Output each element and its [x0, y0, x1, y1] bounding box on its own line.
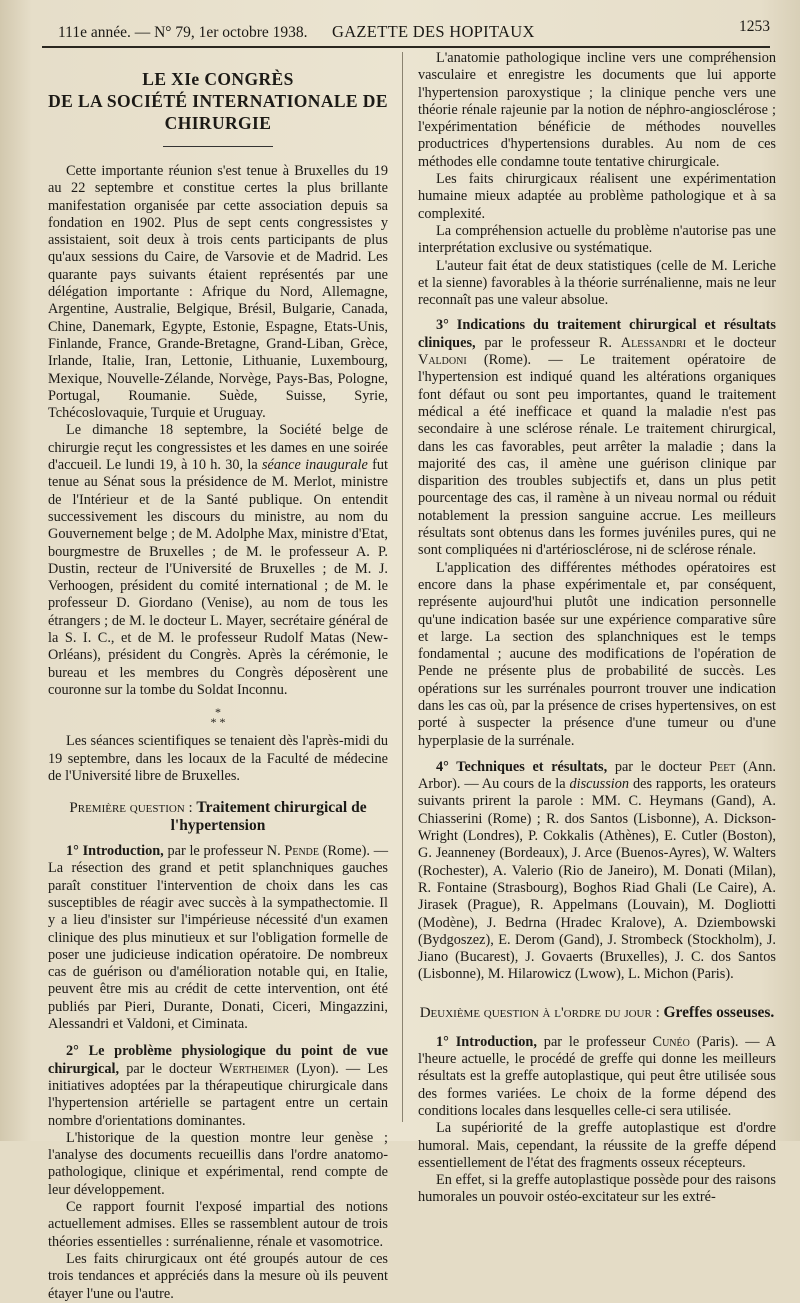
article-title-line1: LE XIe CONGRÈS	[142, 69, 294, 89]
author-name: Cunéo	[652, 1033, 690, 1050]
text-run: (Ann. Arbor). — Au cours de la	[418, 758, 777, 793]
paragraph: L'auteur fait état de deux statistiques (celle de M. Leriche et la sienne) favorables à la théorie surrénalienne, mais ne leur reconnaît pas une valeur absolue.	[418, 257, 776, 309]
author-name: Pende	[284, 843, 320, 860]
paragraph: La compréhension actuelle du problème n'autorise pas une interprétation exclusive ou systématique.	[418, 222, 776, 257]
spacer	[48, 1033, 388, 1043]
text-run: et le docteur	[686, 334, 776, 351]
paragraph: Les faits chirurgicaux réalisent une expérimentation humaine mieux adaptée au problème pathologique et à sa complexité.	[418, 171, 776, 222]
asterism-top: *	[215, 705, 221, 720]
paragraph	[48, 1043, 388, 1129]
paragraph	[48, 422, 388, 699]
paragraph	[418, 1034, 776, 1120]
header-rule	[42, 46, 770, 48]
text-run: par le docteur	[607, 758, 710, 775]
question-title: Greffes osseuses.	[663, 1003, 775, 1021]
paragraph: Cette importante réunion s'est tenue à Bruxelles du 19 au 22 septembre et constitue certes la plus brillante manifestation organisée par cette association depuis sa fondation en 1902. Plus de sept cents congressistes y assistaient, soit deux à trois cents participants de plus qu'aux sessions du Caire, de Varsovie et de Madrid. Les quarante pays suivants étaient représentés par une délégation importante : Afrique du Nord, Allemagne, Argentine, Australie, Belgique, Brésil, Bulgarie, Canada, Chine, Danemark, Egypte, Estonie, Espagne, Etats-Unis, Finlande, France, Grande-Bretagne, Grand-Liban, Grèce, Irlande, Italie, Iran, Lettonie, Lithuanie, Luxembourg, Mexique, Nouvelle-Zélande, Norvège, Pays-Bas, Pologne, Portugal, Roumanie. Suède, Suisse, Syrie, Tchécoslovaquie, Turquie et Uruguay.	[48, 163, 388, 422]
question-heading	[418, 1004, 776, 1022]
paragraph: L'historique de la question montre leur genèse ; l'analyse des documents recueillis dans l'ordre anatomo-pathologique, clinique et expérimental, rend compte de leur développement.	[48, 1129, 388, 1198]
section-heading: 4° Techniques et résultats,	[436, 758, 608, 775]
question-label: Première question :	[69, 800, 197, 817]
section-heading: 2° Le problème physiologique du point de vue chirurgical,	[48, 1043, 388, 1077]
question-label: Deuxième question à l'ordre du jour :	[419, 1004, 664, 1021]
text-run: par le docteur	[119, 1060, 220, 1077]
text-run: (Lyon). — Les initiatives adoptées par la thérapeutique chirurgicale dans l'hypertension artérielle se partagent entre un certain nombre d'orientations dominantes.	[48, 1060, 388, 1129]
text-run: (Rome). — Le traitement opératoire de l'hypertension est indiqué quand les altérations organiques font défaut ou sont peu importantes, quand le traitement médical a été inefficace et quand la maladie n'est pas secondaire à une sclérose rénale. Le traitement chirurgical, dans les cas favorables, peut arrêter la maladie ; dans la majorité des cas, il amène une guérison clinique par disparition des troubles subjectifs et, dans un plus petit pourcentage des cas, il ramène à un niveau normal ou réduit notablement la pression sanguine accrue. Les meilleurs résultats sont obtenus dans les formes juvéniles pures, qui ne sont compliquées ni d'artériosclérose, ni de sclérose rénale.	[418, 352, 776, 559]
page-header	[42, 18, 770, 44]
paragraph: Les faits chirurgicaux ont été groupés autour de ces trois tendances et appréciés dans la mesure où ils peuvent étayer l'une ou l'autre.	[48, 1250, 388, 1302]
left-column	[48, 68, 388, 1303]
paragraph	[418, 759, 776, 984]
section-heading: 3° Indications du traitement chirurgical et résultats cliniques,	[418, 317, 776, 351]
asterism-bottom: * *	[210, 715, 226, 730]
question-heading	[48, 799, 388, 835]
text-run: par le professeur	[536, 1033, 653, 1050]
text-run: (Paris). — A l'heure actuelle, le procédé de greffe qui donne les meilleurs résultats est la greffe autoplastique, qui peut être utilisée sous des formes variées. Le choix de la forme dépend des conditions locales dans lesquelles celle-ci sera utilisée.	[418, 1033, 777, 1119]
author-name: Alessandri	[620, 334, 687, 351]
paragraph	[48, 843, 388, 1033]
text-run: Le dimanche 18 septembre, la Société belge de chirurgie reçut les congressistes et les dames en une soirée d'accueil. Le lundi 19, à 10 h. 30, la	[48, 422, 388, 474]
text-run: des rapports, les orateurs suivants prirent la parole : MM. C. Heymans (Gand), A. Chiasserini (Rome) ; R. dos Santos (Lisbonne), A. Dickson-Wright (Londres), P. Cokkalis (Athènes), E. Cutler (Boston), G. Jeanneney (Bordeaux), J. Arce (Buenos-Ayres), W. Walters (Rochester), A. Valerio (Rio de Janeiro), M. Donati (Milan), R. Fontaine (Strasbourg), Boghos Riad Ghali (Le Caire), A. Jirasek (Prague), R. Appelmans (Louvain), M. Dogliotti (Modène), J. Bedrna (Hradec Kralove), A. Dziembowski (Bydgoszez), E. Derom (Gand), J. Strombeck (Stockholm), J. Jiano (Bucarest), J. Govaerts (Bruxelles), J. C. dos Santos (Lisbonne), M. Hilarowicz (Lwow), L. Michon (Paris).	[418, 776, 776, 983]
paragraph: Ce rapport fournit l'exposé impartial des notions actuellement admises. Elles se rassemblent autour de trois théories essentielles : surrénalienne, rénale et vasomotrice.	[48, 1199, 388, 1250]
paragraph: Les séances scientifiques se tenaient dès l'après-midi du 19 septembre, dans les locaux de la Faculté de médecine de l'Université libre de Bruxelles.	[48, 733, 388, 784]
text-run: par le professeur R.	[475, 334, 621, 351]
paragraph	[418, 317, 776, 559]
section-heading: 1° Introduction,	[436, 1033, 537, 1050]
article-title-line2: DE LA SOCIÉTÉ INTERNATIONALE DE CHIRURGIE	[48, 91, 388, 133]
asterism	[48, 705, 388, 730]
page-number: 1253	[739, 18, 770, 35]
paragraph: L'application des différentes méthodes opératoires est encore dans la phase expérimentale et, par conséquent, représente aujourd'hui plutôt une indication personnelle qu'une indication basée sur une expérience comparative sûre et large. La section des splanchniques est le temps fondamental ; aucune des modifications de l'opération de Pende ne présente plus de probabilité de succès. Les opérations sur les surrénales pourront trouver une indication dans les cas où, par la présence de crises hypertensives, on est porté à suspecter la présence d'une tumeur ou d'une hyperplasie de la surrénale.	[418, 559, 776, 749]
paragraph: L'anatomie pathologique incline vers une compréhension vasculaire et enregistre les documents que lui apporte l'hypertension paroxystique ; la clinique penche vers une théorie rénale rajeunie par la notion de néphro-angiosclérose ; l'expérimentation bénéficie de méthodes nouvelles productrices d'hypertensions durables. Au nom de ces méthodes elle condamne toute tentative chirurgicale.	[418, 50, 776, 170]
text-run: fut tenue au Sénat sous la présidence de M. Merlot, ministre de l'Intérieur et de la Santé publique. On entendit successivement les discours du ministre, au nom du Gouvernement belge ; de M. Adolphe Max, ministre d'Etat, bourgmestre de Bruxelles ; de M. le professeur A. P. Dustin, recteur de l'Université de Bruxelles ; de M. J. Verhoogen, président du comité international ; de M. le professeur D. Giordano (Venise), au nom de tous les étrangers ; de M. le docteur L. Mayer, secrétaire général de la S. I. C., et de M. le professeur Rudolf Matas (New-Orléans), président du Congrès. Après la cérémonie, le bureau et les membres du Congrès déposèrent une couronne sur la tombe du Soldat Inconnu.	[48, 457, 388, 698]
author-name: Wertheimer	[219, 1060, 290, 1077]
italic-run: séance inaugurale	[261, 457, 368, 474]
author-name: Peet	[709, 758, 736, 775]
author-name: Valdoni	[418, 352, 467, 369]
spacer	[418, 309, 776, 317]
right-column	[418, 50, 776, 1207]
issue-info: 111e année. — N° 79, 1er octobre 1938.	[58, 24, 308, 41]
paragraph: La supériorité de la greffe autoplastique est d'ordre humoral. Mais, cependant, la réussite de la greffe dépend essentiellement de l'état des fragments osseux récepteurs.	[418, 1120, 776, 1171]
question-title: Traitement chirurgical de l'hypertension	[170, 799, 367, 835]
spacer	[418, 750, 776, 759]
italic-run: discussion	[569, 776, 630, 793]
column-divider	[402, 52, 403, 1122]
section-heading: 1° Introduction,	[66, 843, 164, 860]
title-rule	[163, 146, 273, 147]
text-run: (Rome). — La résection des grand et petit splanchniques gauches paraît constituer l'intervention de choix dans les cas susceptibles de réagir avec succès à la sympathectomie. Il y a lieu d'insister sur l'impérieuse nécessité d'un examen clinique des plus minutieux et sur l'obligation formelle de poser une judicieuse indication opératoire. De nombreux cas de guérison ou d'amélioration notable qui, en Italie, peuvent être mis au crédit de cette intervention, ont été publiés par Pieri, Durante, Donati, Ciceri, Mingazzini, Alessandri et Valdoni, et Ciminata.	[48, 843, 389, 1033]
paragraph: En effet, si la greffe autoplastique possède pour des raisons humorales un pouvoir ostéo-excitateur sur les extré-	[418, 1172, 776, 1206]
journal-title: GAZETTE DES HOPITAUX	[332, 22, 535, 41]
text-run: par le professeur N.	[163, 843, 285, 860]
